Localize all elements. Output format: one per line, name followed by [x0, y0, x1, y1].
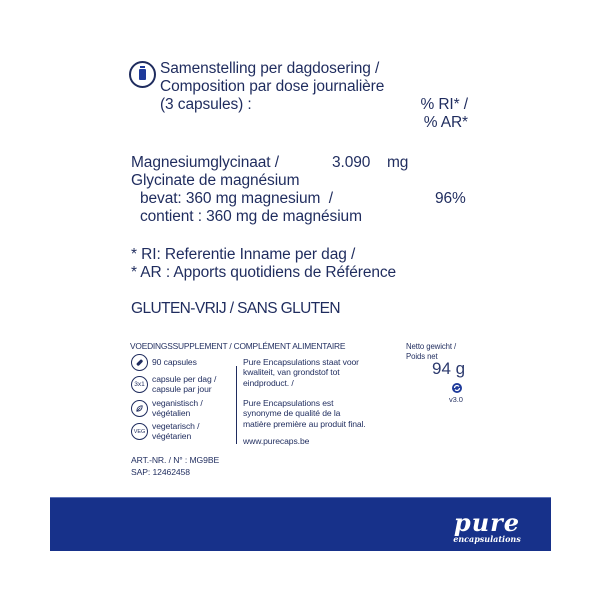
dosage-label-fr: capsule par jour [152, 384, 212, 395]
leaf-glyph [135, 404, 144, 413]
quality-fr-line3: matière première au produit final. [243, 418, 366, 429]
ingredient-contains-nl: bevat: 360 mg magnesium / [140, 190, 333, 207]
quality-statement-fr [243, 398, 366, 429]
ri-header-line1: % RI* / [420, 96, 468, 113]
ingredient-name-nl: Magnesiumglycinaat / [131, 154, 279, 171]
ri-header-line2: % AR* [423, 114, 468, 131]
composition-heading-nl: Samenstelling per dagdosering / [160, 60, 380, 77]
capsule-glyph [135, 358, 144, 367]
vegetarian-label-fr: végétarien [152, 431, 192, 442]
dosage-3x1-icon [131, 376, 148, 393]
category-label: VOEDINGSSUPPLEMENT / COMPLÉMENT ALIMENTAIRE [130, 341, 346, 351]
net-weight-label-nl: Netto gewicht / [406, 342, 457, 351]
footnote-ri: * RI: Referentie Inname per dag / [131, 246, 356, 263]
quality-fr-line1: Pure Encapsulations est [243, 398, 334, 408]
quality-fr-line2: synonyme de qualité de la [243, 408, 341, 419]
gluten-free-label: GLUTEN-VRIJ / SANS GLUTEN [131, 300, 340, 317]
count-label: 90 capsules [152, 357, 197, 367]
version-label: v3.0 [449, 395, 463, 404]
net-weight-value: 94 g [432, 359, 466, 378]
footnote-ar: * AR : Apports quotidiens de Référence [131, 264, 397, 281]
capsule-jar-glyph [139, 69, 146, 80]
composition-heading-fr: Composition par dose journalière [160, 78, 385, 95]
composition-heading [160, 60, 384, 114]
dosage-label [152, 374, 216, 395]
quality-nl-line1: Pure Encapsulations staat voor [243, 357, 359, 367]
article-number: ART.-NR. / N° : MG9BE [131, 455, 220, 465]
capsule-jar-icon [129, 61, 156, 88]
vegan-label-fr: végétalien [152, 408, 191, 419]
recycle-icon [451, 381, 463, 393]
ingredient-contains-fr: contient : 360 mg de magnésium [140, 208, 362, 225]
quality-statement-nl [243, 357, 359, 388]
info-divider [236, 366, 237, 444]
dosage-label-nl: capsule per dag / [152, 374, 217, 384]
vegan-label [152, 398, 203, 419]
logo-encapsulations: encapsulations [453, 534, 521, 544]
vegetarian-label-nl: vegetarisch / [152, 421, 200, 431]
sap-number: SAP: 12462458 [131, 467, 190, 477]
brand-banner [50, 497, 551, 551]
vegan-leaf-icon [131, 400, 148, 417]
recycle-glyph [451, 382, 463, 394]
dosage-3x1-text: 3x1 [134, 381, 145, 388]
quality-nl-line3: eindproduct. / [243, 377, 294, 388]
vegetarian-label [152, 421, 199, 442]
vegan-label-nl: veganistisch / [152, 398, 203, 408]
ingredient-unit: mg [387, 154, 409, 171]
ri-header [420, 96, 468, 132]
ingredient-name-fr: Glycinate de magnésium [131, 172, 300, 189]
ingredient-ri-percent: 96% [435, 190, 466, 207]
ingredient-amount: 3.090 [332, 154, 371, 171]
website-link[interactable]: www.purecaps.be [243, 436, 310, 446]
logo-pure: pure [453, 508, 521, 537]
capsule-icon [131, 354, 148, 371]
veg-text: VEG [133, 428, 146, 435]
net-weight-label-fr: Poids net [406, 351, 438, 361]
pure-encapsulations-logo [443, 508, 531, 544]
quality-nl-line2: kwaliteit, van grondstof tot [243, 367, 340, 378]
veg-icon [131, 423, 148, 440]
composition-dose: (3 capsules) : [160, 96, 252, 113]
